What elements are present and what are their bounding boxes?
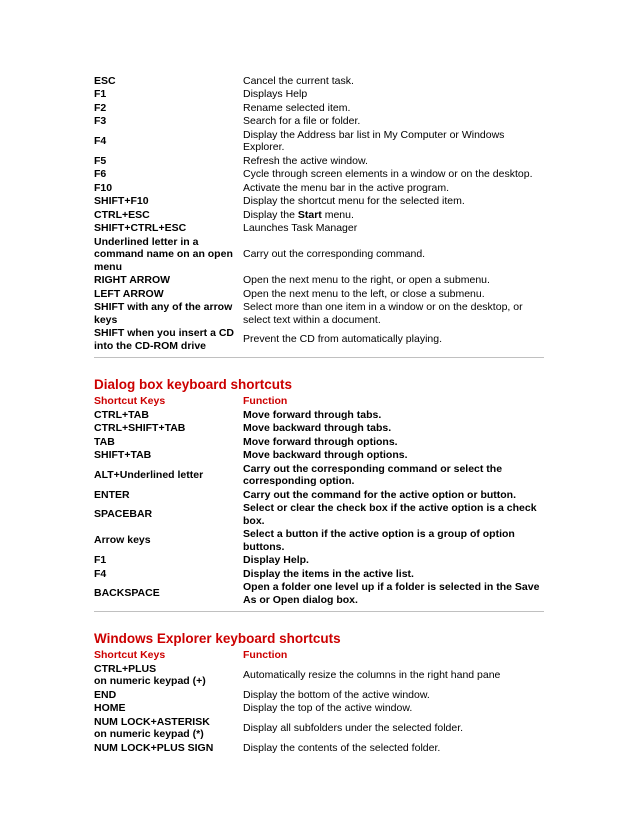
general-shortcuts-table [94, 74, 544, 353]
table-row [94, 208, 544, 222]
shortcut-function: Display the contents of the selected folder. [243, 741, 441, 754]
table-row [94, 74, 544, 88]
table-row [94, 422, 544, 436]
table-row [94, 502, 544, 528]
shortcut-key: Underlined letter in a command name on an open menu [94, 235, 233, 273]
table-row [94, 154, 544, 168]
table-row [94, 715, 544, 741]
shortcut-function: Display the items in the active list. [243, 567, 414, 580]
shortcut-key: LEFT ARROW [94, 287, 164, 300]
shortcut-key: F1 [94, 554, 107, 566]
shortcut-function: Automatically resize the columns in the right hand pane [243, 668, 501, 681]
shortcut-key: SHIFT when you insert a CD into the CD-ROM drive [94, 327, 235, 352]
shortcut-function: Display the Address bar list in My Computer or Windows Explorer. [243, 128, 505, 153]
start-menu-label: Start [297, 208, 322, 221]
shortcut-function: Move backward through options. [243, 449, 408, 461]
table-row [94, 435, 544, 449]
shortcut-key: ALT+Underlined letter [94, 468, 204, 481]
shortcut-function: Open the next menu to the right, or open a submenu. [243, 274, 490, 286]
column-header-keys: Shortcut Keys [94, 649, 166, 661]
dialog-shortcuts-table [94, 395, 544, 607]
shortcut-function: Display all subfolders under the selected folder. [243, 721, 464, 734]
table-row [94, 702, 544, 716]
shortcut-key: END [94, 688, 117, 701]
shortcut-key: F4 [94, 567, 107, 580]
shortcut-function: Select more than one item in a window or on the desktop, or select text within a document. [243, 301, 523, 326]
table-row [94, 168, 544, 182]
table-row [94, 581, 544, 607]
shortcut-key: F5 [94, 154, 107, 167]
shortcut-function: Search for a file or folder. [243, 115, 361, 127]
table-row [94, 688, 544, 702]
shortcut-key: HOME [94, 702, 126, 714]
shortcut-function: Move forward through options. [243, 435, 398, 448]
shortcut-function: Activate the menu bar in the active program. [243, 181, 450, 194]
shortcut-key: BACKSPACE [94, 587, 160, 600]
section-divider [94, 357, 544, 358]
column-header-function: Function [243, 395, 288, 407]
table-row [94, 741, 544, 755]
shortcut-function: Refresh the active window. [243, 154, 368, 167]
shortcut-function: Move backward through tabs. [243, 422, 392, 434]
table-row [94, 567, 544, 581]
shortcut-key: Arrow keys [94, 534, 151, 547]
shortcut-key: SHIFT+TAB [94, 449, 152, 461]
shortcut-function: Display Help. [243, 554, 309, 566]
table-row [94, 528, 544, 554]
shortcut-key: F6 [94, 168, 107, 180]
table-row [94, 274, 544, 288]
shortcut-key: SHIFT+CTRL+ESC [94, 222, 187, 234]
shortcut-key: CTRL+SHIFT+TAB [94, 422, 186, 434]
shortcut-function: Move forward through tabs. [243, 408, 382, 421]
shortcut-key: F3 [94, 115, 107, 127]
table-row [94, 488, 544, 502]
table-header-row [94, 395, 544, 409]
shortcut-function: Cycle through screen elements in a window or on the desktop. [243, 168, 533, 180]
function-text: menu. [321, 208, 354, 221]
table-row [94, 195, 544, 209]
shortcut-function: Display the bottom of the active window. [243, 688, 430, 701]
section-divider [94, 611, 544, 612]
document-page [94, 74, 544, 755]
column-header-keys: Shortcut Keys [94, 395, 166, 407]
table-row [94, 235, 544, 274]
shortcut-key: ESC [94, 74, 116, 87]
explorer-shortcuts-table [94, 649, 544, 755]
table-row [94, 301, 544, 327]
shortcut-function: Launches Task Manager [243, 222, 358, 234]
key-line: on numeric keypad (*) [94, 728, 204, 740]
shortcut-function: Cancel the current task. [243, 74, 354, 87]
table-row [94, 101, 544, 115]
shortcut-key: TAB [94, 435, 115, 448]
shortcut-function: Open the next menu to the left, or close a submenu. [243, 287, 485, 300]
table-row [94, 181, 544, 195]
table-row [94, 88, 544, 102]
shortcut-function: Carry out the corresponding command or select the corresponding option. [243, 462, 503, 487]
table-row [94, 449, 544, 463]
shortcut-function [243, 208, 544, 222]
shortcut-key [94, 715, 243, 741]
shortcut-function: Carry out the corresponding command. [243, 248, 426, 260]
shortcut-key: CTRL+ESC [94, 208, 150, 221]
shortcut-function: Open a folder one level up if a folder is selected in the Save As or Open dialog box. [243, 581, 540, 606]
shortcut-key: SPACEBAR [94, 508, 153, 521]
shortcut-key: F2 [94, 101, 107, 114]
function-text: Display the [243, 208, 298, 221]
table-row [94, 327, 544, 353]
table-row [94, 462, 544, 488]
table-row [94, 222, 544, 236]
shortcut-key: ENTER [94, 488, 130, 501]
table-header-row [94, 649, 544, 663]
table-row [94, 554, 544, 568]
table-row [94, 408, 544, 422]
column-header-function: Function [243, 649, 288, 661]
shortcut-function: Select a button if the active option is a group of option buttons. [243, 528, 515, 553]
shortcut-key: SHIFT with any of the arrow keys [94, 301, 233, 326]
shortcut-key [94, 662, 243, 688]
table-row [94, 662, 544, 688]
shortcut-function: Displays Help [243, 88, 308, 100]
shortcut-key: F4 [94, 134, 107, 147]
key-line: CTRL+PLUS [94, 662, 157, 675]
table-row [94, 115, 544, 129]
shortcut-key: SHIFT+F10 [94, 195, 149, 207]
shortcut-function: Carry out the command for the active option or button. [243, 488, 517, 501]
shortcut-function: Prevent the CD from automatically playing. [243, 333, 443, 346]
shortcut-function: Display the top of the active window. [243, 702, 413, 714]
table-row [94, 128, 544, 154]
shortcut-function: Rename selected item. [243, 101, 351, 114]
shortcut-key: RIGHT ARROW [94, 274, 171, 286]
dialog-section-title: Dialog box keyboard shortcuts [94, 376, 293, 392]
key-line: on numeric keypad (+) [94, 675, 206, 687]
shortcut-function: Display the shortcut menu for the selected item. [243, 195, 465, 207]
shortcut-key: F1 [94, 88, 107, 100]
shortcut-function: Select or clear the check box if the active option is a check box. [243, 502, 537, 527]
table-row [94, 287, 544, 301]
shortcut-key: NUM LOCK+PLUS SIGN [94, 741, 214, 754]
key-line: NUM LOCK+ASTERISK [94, 715, 210, 728]
explorer-section-title: Windows Explorer keyboard shortcuts [94, 630, 341, 646]
shortcut-key: F10 [94, 181, 113, 194]
shortcut-key: CTRL+TAB [94, 408, 149, 421]
